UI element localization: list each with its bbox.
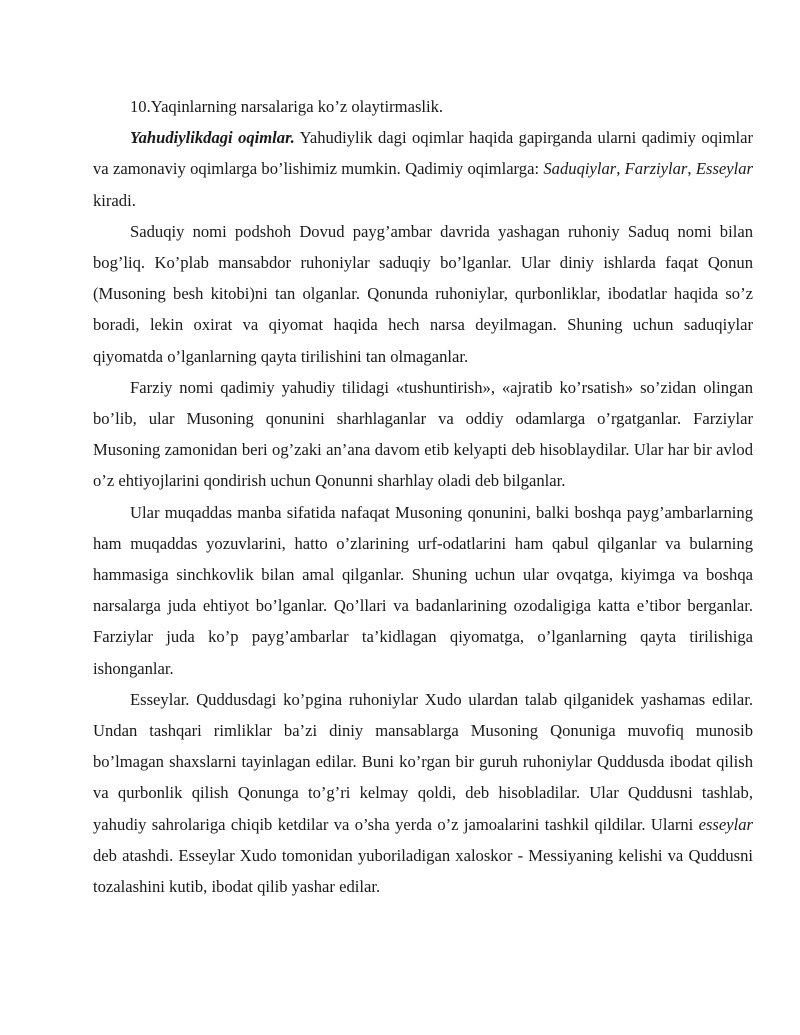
- paragraph-saduqiy: Saduqiy nomi podshoh Dovud payg’ambar davrida yashagan ruhoniy Saduq nomi bilan bog’liq. Ko’plab mansabdor ruhoniylar saduqiy bo’lganlar. Ular diniy ishlarda faqat Qonun (Musoning besh kitobi)ni tan olganlar. Qonunda ruhoniylar, qurbonliklar, ibodatlar haqida so’z boradi, lekin oxirat va qiyomat haqida hech narsa deyilmagan. Shuning uchun saduqiylar qiyomatda o’lganlarning qayta tirilishini tan olmaganlar.: [93, 221, 753, 366]
- separator: ,: [687, 159, 696, 179]
- list-number: 10.: [130, 97, 151, 116]
- paragraph-farziy: Farziy nomi qadimiy yahudiy tilidagi «tushuntirish», «ajratib ko’rsatish» so’zidan olingan bo’lib, ular Musoning qonunini sharhlaganlar va oddiy odamlarga o’rgatganlar. Farziylar Musoning zamonidan beri og’zaki an’ana davom etib kelyapti deb hisoblaydilar. Ular har bir avlod o’z ehtiyojlarini qondirish uchun Qonunni sharhlay oladi deb bilganlar.: [93, 377, 753, 491]
- esseylar-text-a: Esseylar. Quddusdagi ko’pgina ruhoniylar Xudo ulardan talab qilganidek yashamas edilar. Undan tashqari rimliklar ba’zi diniy mansablarga Musoning Qonuniga muvofiq munosib bo’lmagan shaxslarni tayinlagan edilar. Buni ko’rgan bir guruh ruhoniylar Quddusda ibodat qilish va qurbonlik qilish Qonunga to’g’ri kelmay qoldi, deb hisobladilar. Ular Quddusni tashlab, yahudiy sahrolariga chiqib ketdilar va o’sha yerda o’z jamoalarini tashkil qildilar. Ularni: [93, 689, 753, 834]
- term-saduqiylar: Saduqiylar: [543, 159, 617, 179]
- term-esseylar-inline: esseylar: [698, 814, 753, 834]
- intro-text: Yahudiylik dagi oqimlar haqida gapirganda ularni qadimiy oqimlar va zamonaviy oqimlarga bo’lishimiz mumkin. Qadimiy oqimlarga:: [93, 128, 753, 179]
- section-heading: Yahudiylikdagi oqimlar.: [130, 128, 295, 148]
- intro-end: kiradi.: [93, 190, 136, 210]
- esseylar-text-b: deb atashdi. Esseylar Xudo tomonidan yuboriladigan xaloskor - Messiyaning kelishi va Quddusni tozalashini kutib, ibodat qilib yashar edilar.: [93, 845, 753, 897]
- term-farziylar: Farziylar: [624, 159, 688, 179]
- term-esseylar: Esseylar: [695, 159, 753, 179]
- paragraph-esseylar: [93, 684, 753, 902]
- separator: ,: [616, 159, 625, 179]
- paragraph-muqaddas: Ular muqaddas manba sifatida nafaqat Musoning qonunini, balki boshqa payg’ambarlarning ham muqaddas yozuvlarini, hatto o’zlarining urf-odatlarini ham qabul qilganlar va bularning hammasiga sinchkovlik bilan amal qilganlar. Shuning uchun ular ovqatga, kiyimga va boshqa narsalarga juda ehtiyot bo’lganlar. Qo’llari va badanlarining ozodaligiga katta e’tibor berganlar. Farziylar juda ko’p payg’ambarlar ta’kidlagan qiyomatga, o’lganlarning qayta tirilishiga ishonganlar.: [93, 502, 753, 678]
- list-text: Yaqinlarning narsalariga ko’z olaytirmaslik.: [150, 97, 444, 116]
- document-body: [93, 91, 753, 902]
- list-item-10: [93, 91, 753, 122]
- section-intro-paragraph: [93, 122, 753, 216]
